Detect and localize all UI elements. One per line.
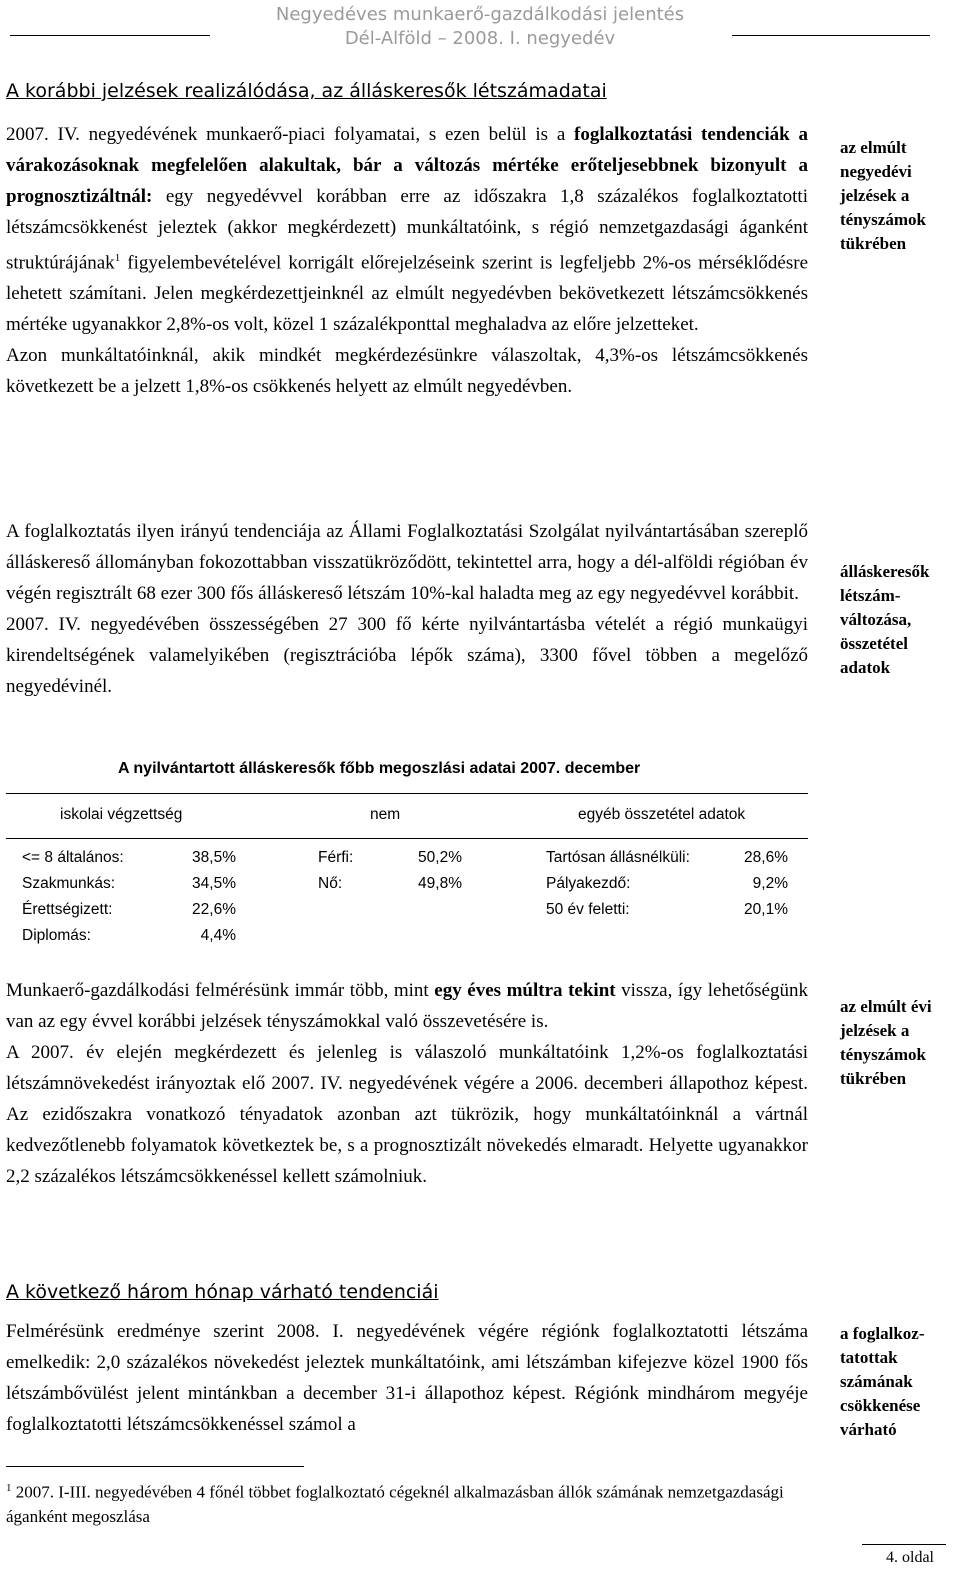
page-number-rule <box>862 1544 946 1545</box>
margin-line: a foglalkoz- <box>840 1324 925 1343</box>
text-run: Munkaerő-gazdálkodási felmérésünk immár több, mint <box>6 980 435 1001</box>
bold-run: egy éves múltra tekint <box>434 980 616 1001</box>
table-cell-label: Férfi: <box>318 849 354 866</box>
margin-line: jelzések a <box>840 186 910 205</box>
table-cell-label: Diplomás: <box>22 927 91 944</box>
margin-line: adatok <box>840 658 891 677</box>
margin-note-1 <box>840 136 958 256</box>
margin-line: változása, <box>840 610 912 629</box>
section4-paragraph-1: Felmérésünk eredménye szerint 2008. I. negyedévének végére régiónk foglalkoztatotti létszáma emelkedik: 2,0 százalékos növekedést jeleztek munkáltatóink, ami létszámban kifejezve közel 1900 fős létszámbővülést jelent mintánkban a december 31-i állapothoz képest. Régiónk mindhárom megyéje foglalkoztatotti létszámcsökkenéssel számol a <box>6 1321 808 1435</box>
table-cell-value: 50,2% <box>418 849 462 866</box>
table-cell-label: Pályakezdő: <box>546 875 631 892</box>
footnote-ref: 1 <box>114 252 121 264</box>
margin-line: az elmúlt <box>840 138 907 157</box>
table-cell-value: 49,8% <box>418 875 462 892</box>
section4-body <box>6 1316 808 1440</box>
section1-body <box>6 119 808 402</box>
footnote <box>6 1476 826 1529</box>
section2-paragraph-2: 2007. IV. negyedévében összességében 27 300 fő kérte nyilvántartásba vételét a régió munkaügyi kirendeltségének valamelyikében (regisztrációba lépők száma), 3300 fővel többen a megelőző negyedévinél. <box>6 614 808 697</box>
table-cell-label: Tartósan állásnélküli: <box>546 849 690 866</box>
table-cell-value: 28,6% <box>744 849 788 866</box>
footnote-mark: 1 <box>6 1482 12 1494</box>
margin-line: várható <box>840 1420 897 1439</box>
table-title: A nyilvántartott álláskeresők főbb megoszlási adatai 2007. december <box>118 760 641 777</box>
margin-line: tényszámok <box>840 1045 926 1064</box>
section2-paragraph-1: A foglalkoztatás ilyen irányú tendenciája az Állami Foglalkoztatási Szolgálat nyilvántartásában szereplő álláskereső állományban fokozottabban visszatükröződött, tekintettel arra, hogy a dél-alföldi régióban év végén regisztrált 68 ezer 300 fős álláskereső létszám 10%-kal haladta meg az egy negyedévvel korábbit. <box>6 521 808 604</box>
table-rule-top <box>6 793 808 794</box>
section3-body <box>6 975 808 1192</box>
table-cell-value: 20,1% <box>744 901 788 918</box>
section1-paragraph-1 <box>6 119 808 340</box>
table-header-other: egyéb összetétel adatok <box>578 806 746 823</box>
text-run: figyelembevételével korrigált előrejelzéseink szerint is legfeljebb 2%-os mérséklődésre lehetett számítani. Jelen megkérdezettjeinknél az elmúlt negyedévben bekövetkezett létszámcsökkenés mértéke ugyanakkor 2,8%-os volt, közel 1 százalékponttal meghaladva az előre jelzetteket. <box>6 252 808 336</box>
table-cell-label: Érettségizett: <box>22 901 113 918</box>
section1-paragraph-2: Azon munkáltatóinknál, akik mindkét megkérdezésünkre válaszoltak, 4,3%-os létszámcsökkenés következett be a jelzett 1,8%-os csökkenés helyett az elmúlt negyedévben. <box>6 345 808 398</box>
bold-run: foglalkoztatási tendenciák a várakozásoknak megfelelően alakultak, bár a változás mértéke erőteljesebbnek bizonyult a prognosztizáltnál: <box>6 124 808 207</box>
section3-paragraph-1 <box>6 975 808 1037</box>
table-cell-value: 4,4% <box>200 927 236 944</box>
table-cell-value: 34,5% <box>192 875 236 892</box>
margin-line: létszám- <box>840 586 901 605</box>
margin-line: az elmúlt évi <box>840 997 932 1016</box>
text-run: 2007. IV. negyedévének munkaerő-piaci folyamatai, s ezen belül is a <box>6 124 575 145</box>
margin-line: tényszámok <box>840 210 926 229</box>
section-title-1: A korábbi jelzések realizálódása, az álláskeresők létszámadatai <box>6 80 607 102</box>
margin-line: összetétel <box>840 634 908 653</box>
table-header-education: iskolai végzettség <box>60 806 183 823</box>
section2-body <box>6 516 808 702</box>
table-rule-mid <box>6 838 808 839</box>
margin-line: jelzések a <box>840 1021 910 1040</box>
margin-line: csökkenése <box>840 1396 921 1415</box>
text-run: vissza, így lehetőségünk van az egy évvel korábbi jelzések tényszámokkal való összevetésére is. <box>6 980 808 1032</box>
page-header <box>0 0 960 56</box>
margin-note-2 <box>840 560 958 680</box>
header-title: Negyedéves munkaerő-gazdálkodási jelentés <box>275 4 685 25</box>
header-rule-right <box>732 35 930 36</box>
footnote-text: 2007. I-III. negyedévében 4 főnél többet foglalkoztató cégeknél alkalmazásban állók számának nemzetgazdasági áganként megoszlása <box>6 1482 784 1526</box>
margin-line: számának <box>840 1372 913 1391</box>
margin-line: álláskeresők <box>840 562 930 581</box>
margin-note-3 <box>840 995 958 1091</box>
margin-line: negyedévi <box>840 162 912 181</box>
table-cell-value: 22,6% <box>192 901 236 918</box>
header-subtitle: Dél-Alföld – 2008. I. negyedév <box>344 28 616 49</box>
page-number: 4. oldal <box>886 1549 934 1566</box>
footnote-rule <box>6 1466 304 1467</box>
section3-paragraph-2: A 2007. év elején megkérdezett és jelenleg is válaszoló munkáltatóink 1,2%-os foglalkoztatási létszámnövekedést irányoztak elő 2007. IV. negyedévének végére a 2006. decemberi állapothoz képest. Az ezidőszakra vonatkozó tényadatok azonban azt tükrözik, hogy munkáltatóinknál a vártnál kedvezőtlenebb folyamatok következtek be, s a prognosztizált növekedés elmaradt. Helyette ugyanakkor 2,2 százalékos létszámcsökkenéssel kellett számolniuk. <box>6 1042 808 1187</box>
table-cell-label: <= 8 általános: <box>22 849 124 866</box>
margin-line: tatottak <box>840 1348 898 1367</box>
margin-note-4 <box>840 1322 958 1442</box>
section-title-2: A következő három hónap várható tendenciái <box>6 1281 439 1303</box>
table-header-gender: nem <box>370 806 401 823</box>
table-cell-value: 9,2% <box>752 875 788 892</box>
margin-line: tükrében <box>840 1069 907 1088</box>
table-cell-label: Nő: <box>318 875 343 892</box>
margin-line: tükrében <box>840 234 907 253</box>
text-run: egy negyedévvel korábban erre az időszakra 1,8 százalékos foglalkoztatotti létszámcsökkenést jeleztek (akkor megkérdezett) munkáltatóink, s régió nemzetgazdasági áganként struktúrájának <box>6 186 808 274</box>
table-cell-value: 38,5% <box>192 849 236 866</box>
table-cell-label: Szakmunkás: <box>22 875 116 892</box>
table-cell-label: 50 év feletti: <box>546 901 630 918</box>
header-rule-left <box>10 35 210 36</box>
